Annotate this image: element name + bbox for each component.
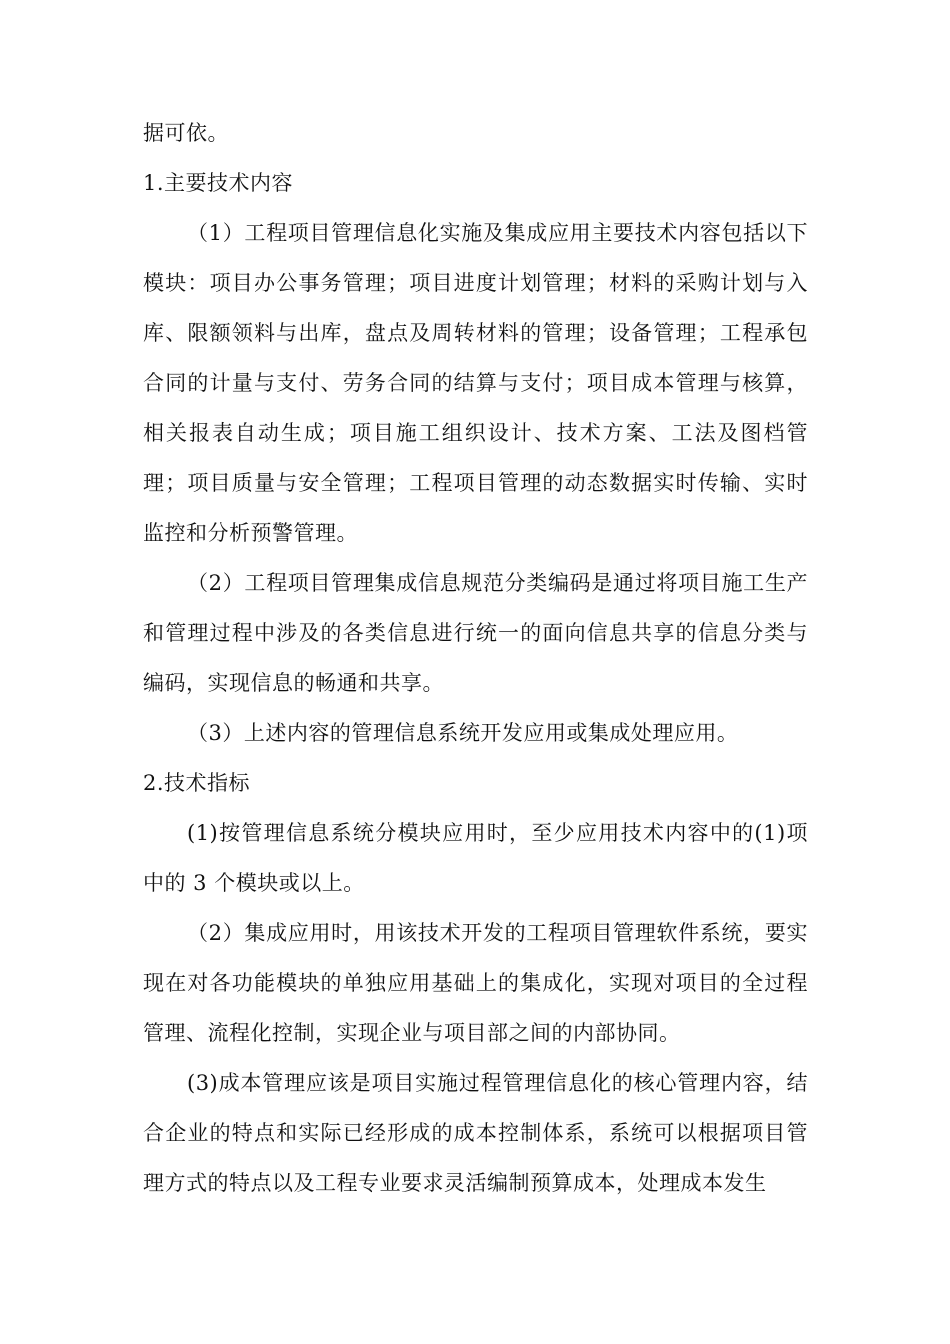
paragraph-indicator-3: (3)成本管理应该是项目实施过程管理信息化的核心管理内容，结合企业的特点和实际已经形成的成本控制体系，系统可以根据项目管理方式的特点以及工程专业要求灵活编制预算成本，处理成本发生: [143, 1071, 808, 1195]
paragraph-indicator-1: (1)按管理信息系统分模块应用时，至少应用技术内容中的(1)项中的 3 个模块或以上。: [143, 821, 808, 895]
section-heading-main-content: 1.主要技术内容: [143, 171, 294, 195]
paragraph-indicator-2: （2）集成应用时，用该技术开发的工程项目管理软件系统，要实现在对各功能模块的单独应用基础上的集成化，实现对项目的全过程管理、流程化控制，实现企业与项目部之间的内部协同。: [143, 921, 808, 1045]
paragraph-continuation: 据可依。: [143, 121, 229, 145]
paragraph-item-1: （1）工程项目管理信息化实施及集成应用主要技术内容包括以下模块：项目办公事务管理；项目进度计划管理；材料的采购计划与入库、限额领料与出库，盘点及周转材料的管理；设备管理；工程承包合同的计量与支付、劳务合同的结算与支付；项目成本管理与核算，相关报表自动生成；项目施工组织设计、技术方案、工法及图档管理；项目质量与安全管理；工程项目管理的动态数据实时传输、实时监控和分析预警管理。: [143, 221, 808, 545]
paragraph-item-3: （3）上述内容的管理信息系统开发应用或集成处理应用。: [187, 721, 739, 745]
section-heading-technical-indicators: 2.技术指标: [143, 771, 251, 795]
paragraph-item-2: （2）工程项目管理集成信息规范分类编码是通过将项目施工生产和管理过程中涉及的各类信息进行统一的面向信息共享的信息分类与编码，实现信息的畅通和共享。: [143, 571, 808, 695]
document-body: [143, 108, 808, 1208]
